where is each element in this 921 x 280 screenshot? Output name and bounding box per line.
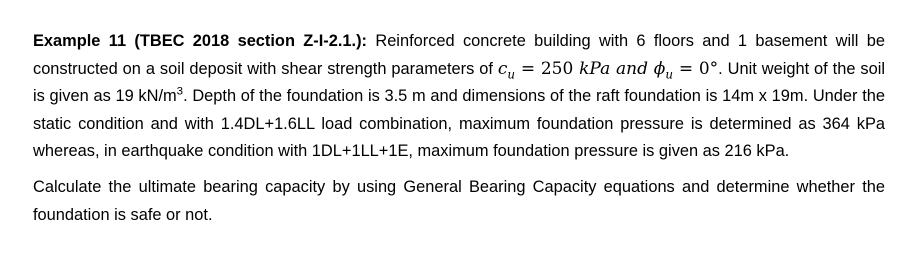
example-text-3: . Depth of the foundation is 3.5 m and dimensions of the raft foundation is 14m x 19m. Under the static condition and with 1.4DL+1.6LL load combination, maximum foundation pressure is determined as 364 kPa whereas, in earthquake condition with 1DL+1LL+1E, maximum foundation pressure is given as 216 kPa. xyxy=(33,87,885,161)
document-body xyxy=(33,28,885,229)
unit-superscript: 3 xyxy=(176,85,184,98)
example-text-2: . Unit weight of the soil is given as 19 kN/m xyxy=(33,59,885,106)
question-paragraph: Calculate the ultimate bearing capacity by using General Bearing Capacity equations and determine whether the foundation is safe or not. xyxy=(33,177,885,224)
example-paragraph xyxy=(33,28,885,166)
example-heading: Example 11 (TBEC 2018 section Z-I-2.1.): xyxy=(33,32,368,50)
example-text-1: Reinforced concrete building with 6 floors and 1 basement will be constructed on a soil deposit with shear strength parameters of xyxy=(33,32,885,78)
cu-formula: $c_u = 250$ kPa and $\phi_u = 0^\circ$ xyxy=(497,58,719,81)
